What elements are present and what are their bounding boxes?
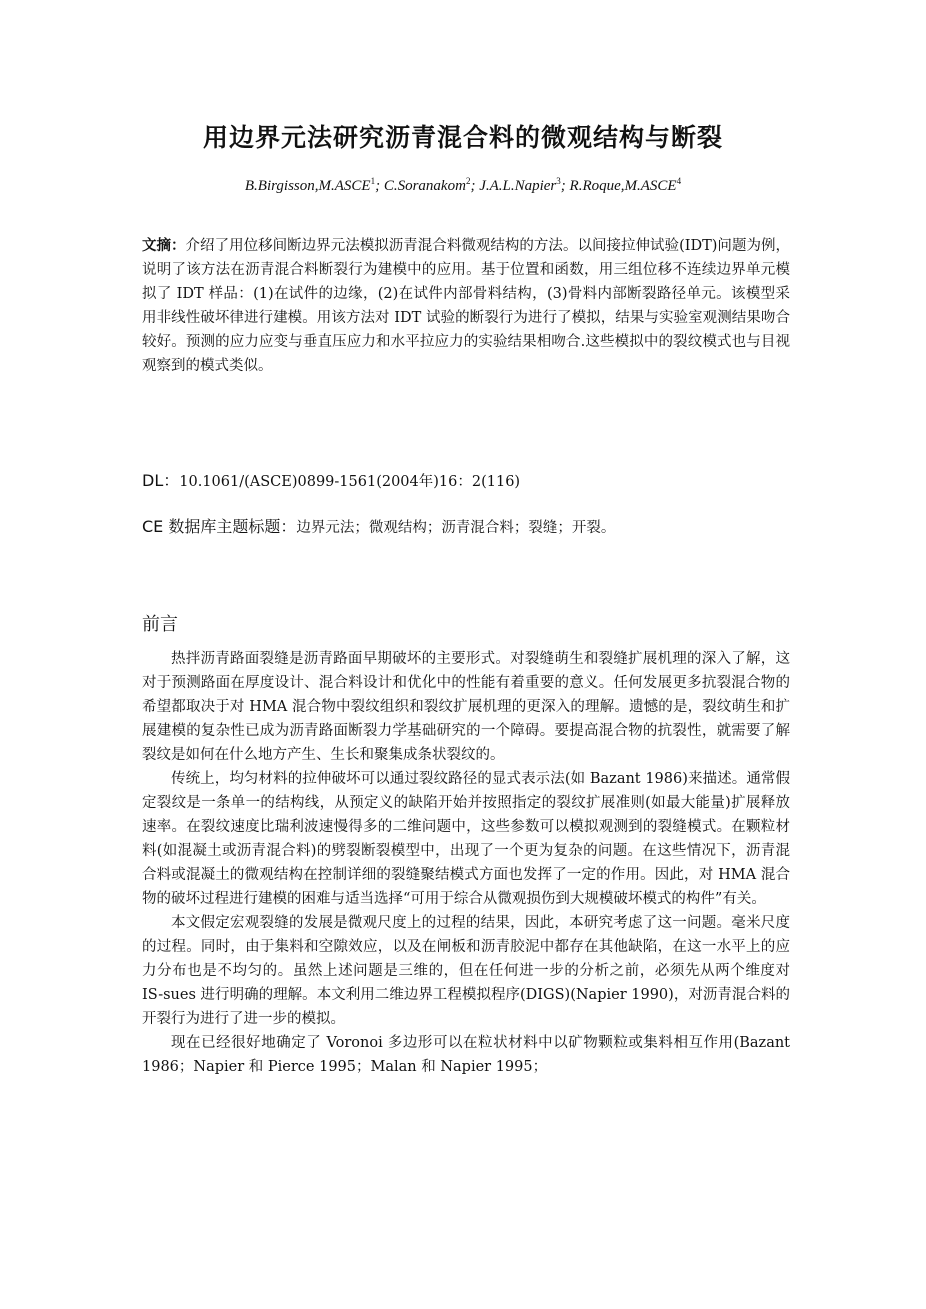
paragraph: 热拌沥青路面裂缝是沥青路面早期破坏的主要形式。对裂缝萌生和裂缝扩展机理的深入了解，这对于预测路面在厚度设计、混合料设计和优化中的性能有着重要的意义。任何发展更多抗裂混合物的希望都取决于对 HMA 混合物中裂纹组织和裂纹扩展机理的更深入的理解。遗憾的是，裂纹萌生和扩展建模的复杂性已成为沥青路面断裂力学基础研究的一个障碍。要提高混合物的抗裂性，就需要了解裂纹是如何在什么地方产生、生长和聚集成条状裂纹的。: [142, 651, 790, 763]
paper-title: 用边界元法研究沥青混合料的微观结构与断裂: [202, 123, 723, 152]
author-name: B.Birgisson,M.ASCE: [244, 178, 371, 194]
paragraph: 传统上，均匀材料的拉伸破坏可以通过裂纹路径的显式表示法(如 Bazant 1986)来描述。通常假定裂纹是一条单一的结构线，从预定义的缺陷开始并按照指定的裂纹扩展准则(如最大能量)扩展释放速率。在裂纹速度比瑞利波速慢得多的二维问题中，这些参数可以模拟观测到的裂缝模式。在颗粒材料(如混凝土或沥青混合料)的劈裂断裂模型中，出现了一个更为复杂的问题。在这些情况下，沥青混合料或混凝土的微观结构在控制详细的裂缝聚结模式方面也发挥了一定的作用。因此，对 HMA 混合物的破坏过程进行建模的困难与适当选择“可用于综合从微观损伤到大规模破坏模式的构件”有关。: [142, 771, 790, 907]
author-separator: ;: [560, 178, 570, 194]
author-list: [0, 176, 926, 195]
author-name: R.Roque,M.ASCE: [569, 178, 677, 194]
doi-line: [142, 468, 520, 491]
keywords-label: CE 数据库主题标题：: [142, 517, 297, 536]
author-separator: ;: [470, 178, 480, 194]
author-affiliation-mark: 4: [676, 176, 682, 186]
keywords-line: [142, 514, 615, 537]
doi-value: 10.1061/(ASCE)0899-1561(2004年)16：2(116): [179, 474, 521, 490]
paragraph: 现在已经很好地确定了 Voronoi 多边形可以在粒状材料中以矿物颗粒或集料相互作用(Bazant 1986；Napier 和 Pierce 1995；Malan 和 Napier 1995；: [142, 1035, 790, 1075]
author-name: J.A.L.Napier: [479, 178, 557, 194]
abstract-label: 文摘：: [142, 238, 186, 254]
abstract-text: 介绍了用位移间断边界元法模拟沥青混合料微观结构的方法。以间接拉伸试验(IDT)问题为例，说明了该方法在沥青混合料断裂行为建模中的应用。基于位置和函数，用三组位移不连续边界单元模拟了 IDT 样品：(1)在试件的边缘，(2)在试件内部骨料结构，(3)骨料内部断裂路径单元。该模型采用非线性破坏律进行建模。用该方法对 IDT 试验的断裂行为进行了模拟，结果与实验室观测结果吻合较好。预测的应力应变与垂直压应力和水平拉应力的实验结果相吻合.这些模拟中的裂纹模式也与目视观察到的模式类似。: [142, 238, 790, 374]
keywords-value: 边界元法；微观结构；沥青混合料；裂缝；开裂。: [296, 520, 616, 536]
abstract: [142, 234, 790, 378]
section-heading: 前言: [142, 614, 178, 635]
author-affiliation-mark: 2: [465, 176, 471, 186]
body-text: [142, 647, 790, 1079]
doi-label: DL：: [142, 471, 180, 490]
paragraph: 本文假定宏观裂缝的发展是微观尺度上的过程的结果，因此，本研究考虑了这一问题。毫米尺度的过程。同时，由于集料和空隙效应，以及在闸板和沥青胶泥中都存在其他缺陷，在这一水平上的应力分布也是不均匀的。虽然上述问题是三维的，但在任何进一步的分析之前，必须先从两个维度对 IS-sues 进行明确的理解。本文利用二维边界工程模拟程序(DIGS)(Napier 1990)，对沥青混合料的开裂行为进行了进一步的模拟。: [142, 915, 790, 1027]
author-affiliation-mark: 1: [370, 176, 376, 186]
author-separator: ;: [375, 178, 384, 194]
author-affiliation-mark: 3: [556, 176, 561, 186]
author-name: C.Soranakom: [383, 178, 466, 194]
